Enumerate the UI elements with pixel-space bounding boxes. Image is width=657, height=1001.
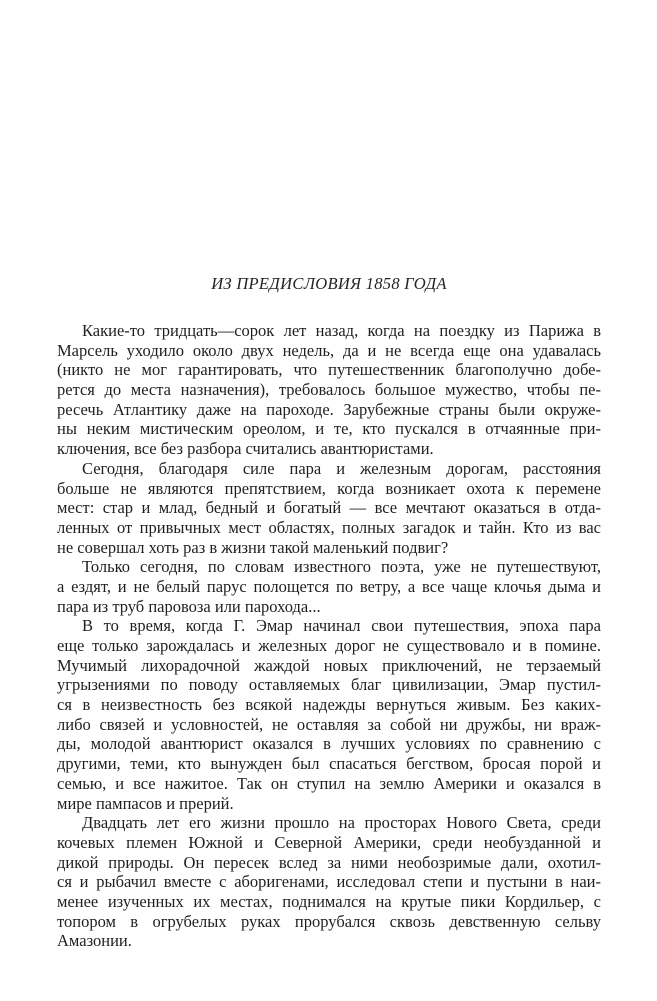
text-line: В то время, когда Г. Эмар начинал свои путешествия, эпоха пара: [82, 616, 601, 636]
chapter-heading: ИЗ ПРЕДИСЛОВИЯ 1858 ГОДА: [211, 274, 447, 293]
text-line: ключения, все без разбора считались авантюристами.: [57, 439, 434, 459]
text-line: Только сегодня, по словам известного поэта, уже не путешествуют,: [82, 557, 601, 577]
text-line: ленных от привычных мест областях, полных загадок и тайн. Кто из вас: [57, 517, 601, 537]
text-line: кочевых племен Южной и Северной Америки, среди необузданной и: [57, 832, 601, 852]
paragraph: [57, 321, 601, 459]
text-line: мире пампасов и прерий.: [57, 793, 234, 813]
text-line: а ездят, и не белый парус полощется по ветру, а все чаще клочья дыма и: [57, 576, 601, 596]
text-line: больше не являются препятствием, когда возникает охота к перемене: [57, 478, 601, 498]
text-line: Амазонии.: [57, 931, 132, 951]
text-line: Мучимый лихорадочной жаждой новых приключений, не терзаемый: [57, 655, 601, 675]
paragraph: [57, 813, 601, 951]
text-line: ресечь Атлантику даже на пароходе. Зарубежные страны были окруже-: [57, 399, 601, 419]
page-content: [57, 274, 601, 951]
text-line: семью, и все нажитое. Так он ступил на землю Америки и оказался в: [57, 773, 601, 793]
text-line: (никто не мог гарантировать, что путешественник благополучно добе-: [57, 360, 601, 380]
text-line: Марсель уходило около двух недель, да и не всегда еще она удавалась: [57, 340, 601, 360]
text-line: пара из труб паровоза или парохода...: [57, 596, 321, 616]
paragraph: [57, 616, 601, 813]
text-line: топором в огрубелых руках прорубался сквозь девственную сельву: [57, 911, 601, 931]
text-line: ся в неизвестность без всякой надежды вернуться живым. Без каких-: [57, 695, 601, 715]
paragraph: [57, 557, 601, 616]
paragraph: [57, 459, 601, 557]
text-line: менее изученных их местах, поднимался на крутые пики Кордильер, с: [57, 891, 601, 911]
text-line: ны неким мистическим ореолом, и те, кто пускался в отчаянные при-: [57, 419, 601, 439]
text-line: мест: стар и млад, бедный и богатый — все мечтают оказаться в отда-: [57, 498, 601, 518]
text-line: Сегодня, благодаря силе пара и железным дорогам, расстояния: [82, 458, 601, 478]
paragraphs-container: [57, 321, 601, 951]
text-line: угрызениями по поводу оставляемых благ цивилизации, Эмар пустил-: [57, 675, 601, 695]
text-line: Какие-то тридцать—сорок лет назад, когда на поездку из Парижа в: [82, 321, 601, 340]
text-line: еще только зарождалась и железных дорог не существовало и в помине.: [57, 636, 601, 655]
text-line: рется до места назначения), требовалось большое мужество, чтобы пе-: [57, 380, 601, 400]
text-line: ся и рыбачил вместе с аборигенами, исследовал степи и пустыни в наи-: [57, 872, 601, 892]
text-line: Двадцать лет его жизни прошло на просторах Нового Света, среди: [82, 813, 601, 833]
text-line: не совершал хоть раз в жизни такой маленький подвиг?: [57, 537, 449, 557]
text-line: ды, молодой авантюрист оказался в лучших условиях по сравнению с: [57, 734, 601, 754]
text-line: другими, теми, кто вынужден был спасаться бегством, бросая порой и: [57, 754, 601, 774]
text-line: дикой природы. Он пересек вслед за ними необозримые дали, охотил-: [57, 852, 601, 872]
text-line: либо связей и условностей, не оставляя за собой ни дружбы, ни враж-: [57, 714, 601, 734]
